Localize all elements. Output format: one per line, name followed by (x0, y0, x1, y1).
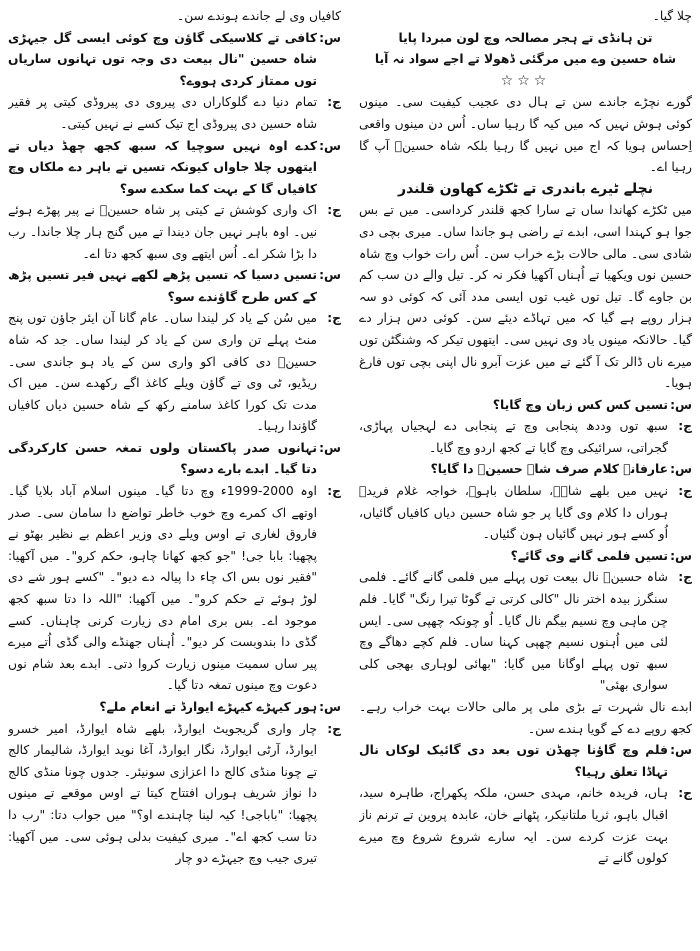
left-column (8, 6, 341, 945)
question-text: ہور کیہڑے کیہڑے ایوارڈ تے انعام ملے؟ (99, 700, 317, 714)
question-tag: س: (670, 397, 692, 412)
section-divider-stars: ☆☆☆ (500, 72, 551, 89)
answer-text: میں سُن کے یاد کر لیندا ساں۔ عام گانا آن ایئر جاؤن توں پنج منٹ پہلے تن واری سن کے یاد کر لیندا ساں۔ جد کہ شاہ حسینؒ دی کافی اکو واری سن کے یاد ہو جاندی سی۔ ریڈیو، ٹی وی تے گاؤن ویلے کاغذ اگے رکھدے سن۔ میں اک مدت تک کورا کاغذ سامنے رکھ کے شاہ حسین دیاں کافیاں گاؤندا رہیا۔ (8, 311, 317, 434)
question-text: تسیں فلمی گانے وی گائے؟ (510, 548, 668, 563)
question-text: تسیں کس کس زبان وچ گایا؟ (492, 397, 668, 412)
answer-tag: ج: (678, 484, 692, 499)
answer-tag: ج: (327, 203, 341, 218)
question-text: عارفانہ کلام صرف شاہ حسینؒ دا گایا؟ (430, 462, 668, 477)
qa-answer (8, 481, 341, 697)
qa-answer (8, 92, 341, 135)
question-text: تہانوں صدر پاکستان ولوں تمغہ حسن کارکردگی دتا گیا۔ ابدے بارے دسو؟ (8, 440, 317, 477)
left-intro: کافیاں وی لے جاندے ہوندے سن۔ (177, 9, 341, 23)
qa-answer (8, 719, 341, 870)
qa-answer (359, 783, 692, 869)
paragraph-film-fame: ابدے نال شہرت تے بڑی ملی پر مالی حالات بہت خراب رہے۔ کجھ روپے دے کے گویا ہندے سن۔ (359, 700, 692, 736)
answer-text: سبھ توں وددھ پنجابی وچ تے پنجابی دے لہجیاں پہاڑی، گجراتی، سرائیکی وچ گایا تے کجھ اردو وچ گایا۔ (359, 419, 668, 455)
right-intro: چلا گیا۔ (652, 9, 692, 23)
question-text: کافی تے کلاسیکی گاؤن وچ کوئی ایسی گل جیہڑی شاہ حسین "نال بیعت دی وجہ توں تہانوں ساریاں توں ممتاز کردی ہووے؟ (8, 30, 317, 88)
right-column (359, 6, 692, 945)
qa-question (8, 136, 341, 201)
qa-answer (8, 200, 341, 265)
answer-tag: ج: (678, 419, 692, 434)
question-tag: س: (319, 138, 341, 153)
qa-question (8, 438, 341, 481)
qa-question (8, 265, 341, 308)
question-tag: س: (319, 268, 341, 283)
answer-text: اک واری کوشش تے کیتی پر شاہ حسینؒ نے پیر پھڑے ہوئے نیں۔ اوہ باہر نہیں جان دیندا تے میں گنج ہار چلا جاندا۔ رب دا بڑا شکر اے۔ اُس ایتھے وی سبھ کجھ دتا اے۔ (8, 203, 317, 261)
qa-question (359, 546, 692, 568)
answer-text: نہیں میں بلھے شاہؒ، سلطان باہوؒ، خواجہ غلام فریدؒ ہوراں دا کلام وی گایا پر جو شاہ حسین دیاں کافیاں گائیاں، اُو کسے ہور نہیں گائیاں ہون گئیاں۔ (359, 484, 668, 542)
right-qa-list (359, 395, 692, 870)
qa-question (8, 28, 341, 93)
question-tag: س: (319, 700, 341, 714)
answer-text: تمام دنیا دے گلوکاراں دی پیروی دی پیروڈی کیتی پر فقیر شاہ حسین دی پیروڈی اج تیک کسے نے نہیں کیتی۔ (8, 95, 317, 131)
question-tag: س: (319, 440, 341, 455)
answer-text: چار واری گریجویٹ ایوارڈ، بلھے شاہ ایوارڈ، امیر خسرو ایوارڈ، آرٹی ایوارڈ، نگار ایوارڈ، آغا نوید ایوارڈ، شالیمار کالج تے چونا منڈی کالج دا اعزازی سونیئر۔ جدوں چونا منڈی کالج دا نواز شریف ہوراں افتتاح کیتا تے اوس موقعے تے مینوں پچھیا: "باباجی! کیہ لینا چاہندے او؟" میں جواب دتا: "رب دا دتا سب کجھ اے"۔ میری کیفیت بدلی ہوئی سی۔ میں آکھیا: تیری جیب وچ جیہڑے دو چار (8, 721, 317, 866)
left-qa-list (8, 28, 341, 870)
answer-tag: ج: (327, 721, 341, 736)
qa-answer (359, 416, 692, 459)
question-tag: س: (670, 743, 692, 758)
answer-tag: ج: (327, 311, 341, 326)
qa-answer (359, 567, 692, 697)
paragraph-concert: گورے نچڑے جاندے سن تے ہال دی عجیب کیفیت سی۔ مینوں کوئی ہوش نہیں کہ میں کیہ گا رہیا ساں۔ اُس دن مینوں واقعی اِحساس ہویا کہ اج میں نہیں گا رہیا بلکہ شاہ حسینؒ آپ گا رہیا اے۔ (359, 95, 692, 175)
question-text: فلم وچ گاؤنا چھڈن توں بعد دی گائیک لوکاں نال تہاڈا تعلق رہیا؟ (359, 743, 668, 779)
qa-answer (8, 308, 341, 438)
qa-question (359, 395, 692, 417)
answer-tag: ج: (327, 95, 341, 110)
question-text: کدے اوہ نہیں سوچیا کہ سبھ کجھ چھڈ دیاں تے ایتھوں چلا جاواں کیونکہ تسیں تے باہر دے ملکاں وچ کافیاں گا کے بہت کما سکدے سو؟ (8, 138, 317, 196)
poem-line-2: شاہ حسین وے میں مرگئی ڈھولا تے اجے سواد نہ آیا (374, 52, 677, 67)
answer-tag: ج: (678, 786, 692, 801)
paragraph-qalandar: میں ٹکڑے کھاندا ساں تے سارا کجھ قلندر کرداسی۔ میں تے بس جوا ہو کہندا اسی، ابدے تے راضی ہو جاندا ساں۔ میری بچی دی شادی سی۔ مالی حالات بڑے خراب سن۔ اُس رات خواب وچ شاہ حسین نوں ویکھیا تے اُہناں آکھیا فکر نہ کر۔ تیل والے دن سب کم بن جاوے گا۔ تیل توں غیب توں ایسی مدد آئی کہ کوئی دو سہ ہزار روپے ہے گیا کہ میں تہاڈے دیئے سن۔ کوئی دس ہزار دے گیا۔ حالانکہ مینوں یاد وی نہیں سی۔ ایتھوں تیکر کہ وشنگٹن توں میرے ناں ڈالر تک آ گئے تے میں عزت آبرو نال اپنی بچی توں فارغ ہویا۔ (359, 203, 692, 391)
question-tag: س: (319, 30, 341, 45)
answer-text: اوہ 2000-1999ء وچ دتا گیا۔ مینوں اسلام آباد بلایا گیا۔ اوتھے اک کمرے وچ خوب خاطر تواضع دا سامان سی۔ صدر فاروق لغاری تے اوس ویلے دی وزیر اعظم بے نظیر بھٹو نے پچھیا: بابا جی! "جو کجھ کھانا چاہو، حکم کرو"۔ میں آکھیا: "فقیر نوں بس اک چاء دا پیالہ دے دیو"۔ "کسے ہور شے دی لوڑ ہوئے تے حکم کرو"۔ میں آکھیا: "اللہ دا دتا سبھ کجھ موجود اے۔ بس بری امام دی زیارت کرنی چاہناں۔ کسے گڈی دا بندوبست کر دیو"۔ اُہناں جھنڈے والی گڈی اُتے میرے پیر ساں سمیت مینوں زیارت کروا دتی۔ ابدے بعد شام نوں دعوت وچ مینوں تمغہ دتا گیا۔ (8, 484, 317, 693)
qa-question (359, 740, 692, 783)
qa-answer (359, 481, 692, 546)
qa-question (359, 459, 692, 481)
answer-text: ہاں، فریدہ خانم، مہدی حسن، ملکہ پکھراج، طاہرہ سید، اقبال باہو، ثریا ملتانیکر، پٹھانے خان، عابدہ پروین تے ترنم ناز بہت عزت کردے سن۔ ایہ سارے شروع شروع وچ میرے کولوں گانے تے (359, 786, 668, 866)
qa-question (8, 697, 341, 719)
answer-tag: ج: (678, 570, 692, 585)
question-tag: س: (670, 548, 692, 563)
poem-line-1: تن ہانڈی تے ہجر مصالحہ وچ لون مبردا پایا (398, 30, 653, 45)
question-text: تسیں دسیا کہ تسیں پڑھے لکھے نہیں فیر تسیں پڑھ کے کس طرح گاؤندے سو؟ (8, 268, 317, 304)
question-tag: س: (670, 462, 692, 477)
answer-text: شاہ حسینؒ نال بیعت توں پہلے میں فلمی گانے گائے۔ فلمی سنگرز بیدہ اختر نال "کالی کرتی تے گوٹا تیرا رنگ" گایا۔ فلم چن ماہی وچ نسیم بیگم نال گایا۔ اُو چونکہ چھپی سی۔ ایس لئی میں اُہنوں نسیم چھپی کہنا ساں۔ فلم کچے دھاگے وچ سبھ توں پہلے اوگانا میں گایا: "بھائی لوہاری بھجی کلی سواری بھئی" (359, 570, 668, 693)
answer-tag: ج: (327, 484, 341, 499)
section-heading: نچلے ٹیرے باندری تے ٹکڑے کھاون قلندر (398, 180, 653, 197)
